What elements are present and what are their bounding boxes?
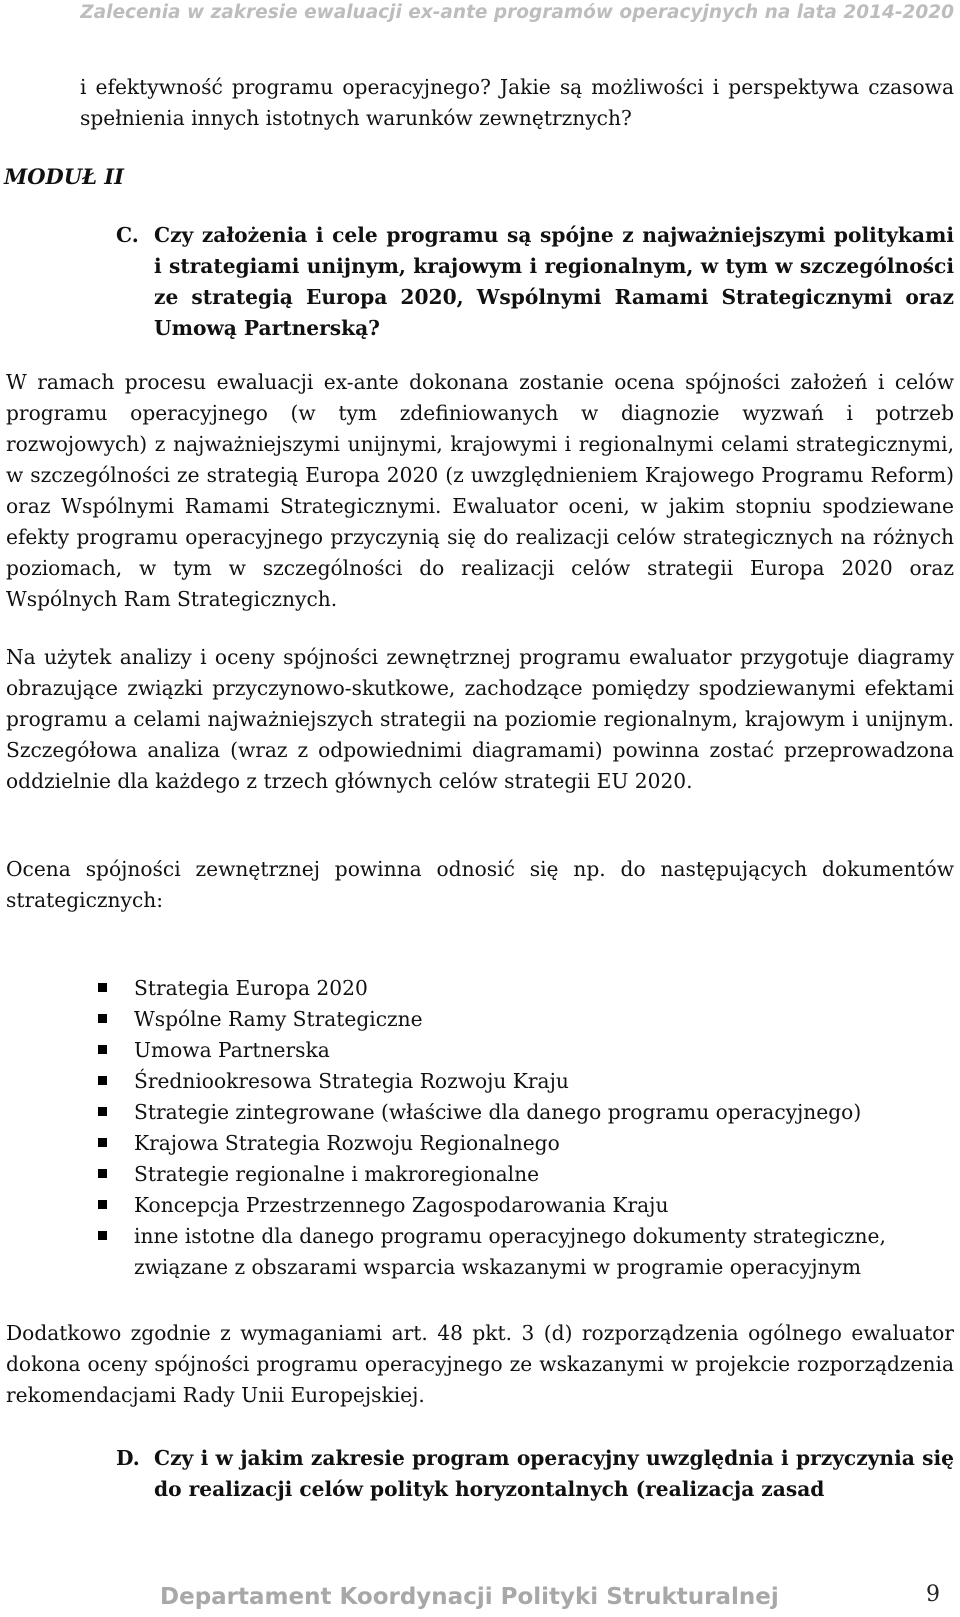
- footer-department: Departament Koordynacji Polityki Strukturalnej: [160, 1584, 779, 1610]
- paragraph-3: Ocena spójności zewnętrznej powinna odnosić się np. do następujących dokumentów strategicznych:: [6, 857, 954, 912]
- list-item: Strategie zintegrowane (właściwe dla danego programu operacyjnego): [98, 1097, 958, 1128]
- list-item: Strategia Europa 2020: [98, 973, 958, 1004]
- question-c-label: C.: [116, 223, 139, 247]
- bullet-square-icon: [98, 1076, 107, 1085]
- question-c: [116, 220, 954, 344]
- question-d-text: Czy i w jakim zakresie program operacyjny uwzględnia i przyczynia się do realizacji celów polityk horyzontalnych (realizacja zasad: [154, 1446, 954, 1501]
- bullet-square-icon: [98, 1169, 107, 1178]
- paragraph-1: W ramach procesu ewaluacji ex-ante dokonana zostanie ocena spójności założeń i celów programu operacyjnego (w tym zdefiniowanych w diagnozie wyzwań i potrzeb rozwojowych) z najważniejszymi unijnymi, krajowymi i regionalnymi celami strategicznymi, w szczególności ze strategią Europa 2020 (z uwzględnieniem Krajowego Programu Reform) oraz Wspólnymi Ramami Strategicznymi. Ewaluator oceni, w jakim stopniu spodziewane efekty programu operacyjnego przyczynią się do realizacji celów strategicznych na różnych poziomach, w tym w szczególności do realizacji celów strategii Europa 2020 oraz Wspólnych Ram Strategicznych.: [6, 370, 954, 611]
- bullet-square-icon: [98, 1107, 107, 1116]
- question-d-label: D.: [116, 1446, 140, 1470]
- list-item: Koncepcja Przestrzennego Zagospodarowania Kraju: [98, 1190, 958, 1221]
- list-item: Średniookresowa Strategia Rozwoju Kraju: [98, 1066, 958, 1097]
- bullet-square-icon: [98, 1138, 107, 1147]
- bullet-square-icon: [98, 1200, 107, 1209]
- list-item: Strategie regionalne i makroregionalne: [98, 1159, 958, 1190]
- paragraph-4: Dodatkowo zgodnie z wymaganiami art. 48 pkt. 3 (d) rozporządzenia ogólnego ewaluator dokona oceny spójności programu operacyjnego ze wskazanymi w projekcie rozporządzenia rekomendacjami Rady Unii Europejskiej.: [6, 1321, 954, 1407]
- module-label: MODUŁ II: [4, 164, 124, 189]
- list-item: Wspólne Ramy Strategiczne: [98, 1004, 958, 1035]
- paragraph-2: Na użytek analizy i oceny spójności zewnętrznej programu ewaluator przygotuje diagramy obrazujące związki przyczynowo-skutkowe, zachodzące pomiędzy spodziewanymi efektami programu a celami najważniejszych strategii na poziomie regionalnym, krajowym i unijnym. Szczegółowa analiza (wraz z odpowiednimi diagramami) powinna zostać przeprowadzona oddzielnie dla każdego z trzech głównych celów strategii EU 2020.: [6, 645, 954, 793]
- list-item: inne istotne dla danego programu operacyjnego dokumenty strategiczne, związane z obszarami wsparcia wskazanymi w programie operacyjnym: [98, 1221, 958, 1283]
- documents-list: [98, 973, 958, 1283]
- intro-paragraph: i efektywność programu operacyjnego? Jakie są możliwości i perspektywa czasowa spełnienia innych istotnych warunków zewnętrznych?: [80, 75, 954, 130]
- list-item: Krajowa Strategia Rozwoju Regionalnego: [98, 1128, 958, 1159]
- bullet-square-icon: [98, 983, 107, 992]
- list-item: Umowa Partnerska: [98, 1035, 958, 1066]
- page-number: 9: [926, 1582, 940, 1607]
- bullet-square-icon: [98, 1231, 107, 1240]
- question-c-text: Czy założenia i cele programu są spójne z najważniejszymi politykami i strategiami unijnym, krajowym i regionalnym, w tym w szczególności ze strategią Europa 2020, Wspólnymi Ramami Strategicznymi oraz Umową Partnerską?: [154, 223, 954, 340]
- bullet-square-icon: [98, 1045, 107, 1054]
- bullet-square-icon: [98, 1014, 107, 1023]
- running-header: Zalecenia w zakresie ewaluacji ex-ante programów operacyjnych na lata 2014-2020: [80, 2, 954, 23]
- question-d: [116, 1443, 954, 1505]
